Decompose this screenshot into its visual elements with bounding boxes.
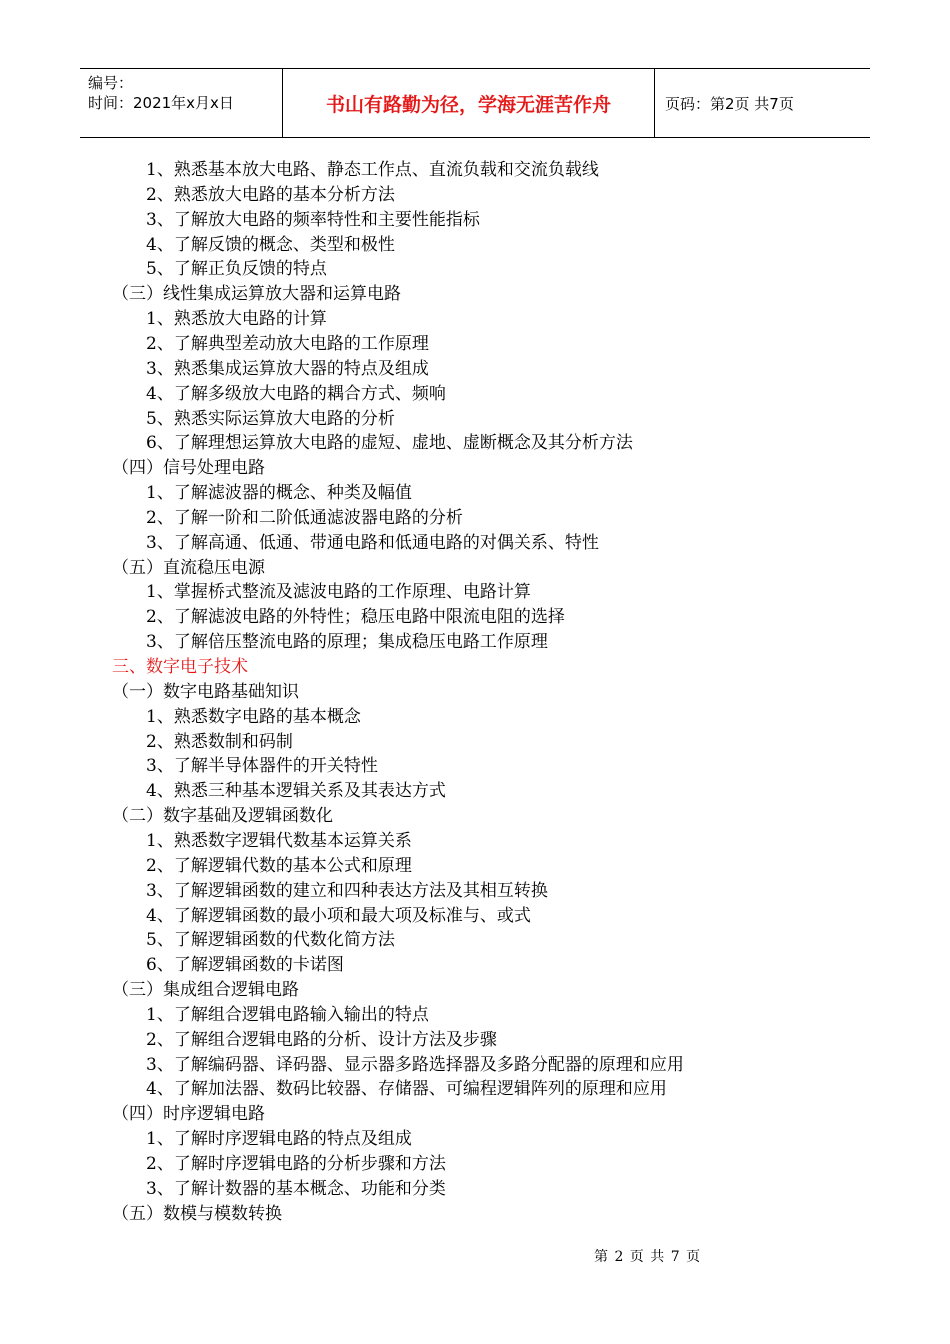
- list-item: 3、了解半导体器件的开关特性: [146, 756, 378, 777]
- list-item: 5、了解逻辑函数的代数化简方法: [146, 930, 395, 951]
- list-item: 2、熟悉数制和码制: [146, 731, 293, 752]
- page-footer: [594, 1246, 701, 1266]
- list-item: 3、了解倍压整流电路的原理；集成稳压电路工作原理: [146, 632, 548, 653]
- list-item: 2、了解滤波电路的外特性；稳压电路中限流电阻的选择: [146, 607, 565, 628]
- footer-page-number: 第 2 页 共 7 页: [594, 1249, 702, 1265]
- subsection-heading: （三）线性集成运算放大器和运算电路: [112, 284, 401, 305]
- section-heading: 三、数字电子技术: [112, 657, 248, 677]
- list-item: 3、了解高通、低通、带通电路和低通电路的对偶关系、特性: [146, 532, 599, 553]
- header-motto: [283, 69, 655, 137]
- list-item: 5、熟悉实际运算放大电路的分析: [146, 408, 395, 429]
- doc-number-label: 编号：: [88, 74, 134, 92]
- list-item: 2、了解典型差动放大电路的工作原理: [146, 333, 429, 354]
- list-item: 1、熟悉数字逻辑代数基本运算关系: [146, 830, 412, 851]
- list-item: 1、掌握桥式整流及滤波电路的工作原理、电路计算: [146, 582, 531, 603]
- page-header: [80, 68, 870, 138]
- subsection-heading: （四）信号处理电路: [112, 458, 265, 479]
- subsection-heading: （五）数模与模数转换: [112, 1203, 282, 1224]
- list-item: 1、熟悉数字电路的基本概念: [146, 706, 361, 727]
- list-item: 2、了解一阶和二阶低通滤波器电路的分析: [146, 507, 463, 528]
- subsection-heading: （四）时序逻辑电路: [112, 1104, 265, 1125]
- list-item: 3、了解逻辑函数的建立和四种表达方法及其相互转换: [146, 880, 548, 901]
- list-item: 3、熟悉集成运算放大器的特点及组成: [146, 358, 429, 379]
- list-item: 1、了解时序逻辑电路的特点及组成: [146, 1129, 412, 1150]
- header-page-label: 页码：第2页 共7页: [665, 94, 794, 113]
- list-item: 6、了解理想运算放大电路的虚短、虚地、虚断概念及其分析方法: [146, 433, 633, 454]
- list-item: 1、熟悉基本放大电路、静态工作点、直流负载和交流负载线: [146, 160, 599, 180]
- list-item: 1、了解组合逻辑电路输入输出的特点: [146, 1004, 429, 1025]
- list-item: 4、熟悉三种基本逻辑关系及其表达方式: [146, 781, 446, 802]
- list-item: 1、熟悉放大电路的计算: [146, 309, 327, 330]
- list-item: 4、了解反馈的概念、类型和极性: [146, 234, 395, 255]
- list-item: 3、了解放大电路的频率特性和主要性能指标: [146, 209, 480, 230]
- doc-date-label: 时间：2021年x月x日: [88, 94, 234, 112]
- list-item: 2、熟悉放大电路的基本分析方法: [146, 184, 395, 205]
- subsection-heading: （二）数字基础及逻辑函数化: [112, 806, 333, 827]
- subsection-heading: （一）数字电路基础知识: [112, 681, 299, 702]
- list-item: 2、了解逻辑代数的基本公式和原理: [146, 855, 412, 876]
- list-item: 3、了解编码器、译码器、显示器多路选择器及多路分配器的原理和应用: [146, 1054, 684, 1075]
- list-item: 5、了解正负反馈的特点: [146, 259, 327, 280]
- motto-text: 书山有路勤为径，学海无涯苦作舟: [325, 93, 611, 116]
- list-item: 2、了解时序逻辑电路的分析步骤和方法: [146, 1154, 446, 1174]
- subsection-heading: （三）集成组合逻辑电路: [112, 980, 299, 1001]
- list-item: 3、了解计数器的基本概念、功能和分类: [146, 1178, 446, 1199]
- list-item: 6、了解逻辑函数的卡诺图: [146, 955, 344, 976]
- list-item: 4、了解逻辑函数的最小项和最大项及标准与、或式: [146, 905, 531, 926]
- header-meta: [80, 69, 283, 137]
- list-item: 4、了解多级放大电路的耦合方式、频响: [146, 383, 446, 404]
- list-item: 4、了解加法器、数码比较器、存储器、可编程逻辑阵列的原理和应用: [146, 1079, 667, 1100]
- header-page-info: [655, 69, 870, 137]
- list-item: 1、了解滤波器的概念、种类及幅值: [146, 483, 412, 504]
- subsection-heading: （五）直流稳压电源: [112, 557, 265, 578]
- list-item: 2、了解组合逻辑电路的分析、设计方法及步骤: [146, 1029, 497, 1050]
